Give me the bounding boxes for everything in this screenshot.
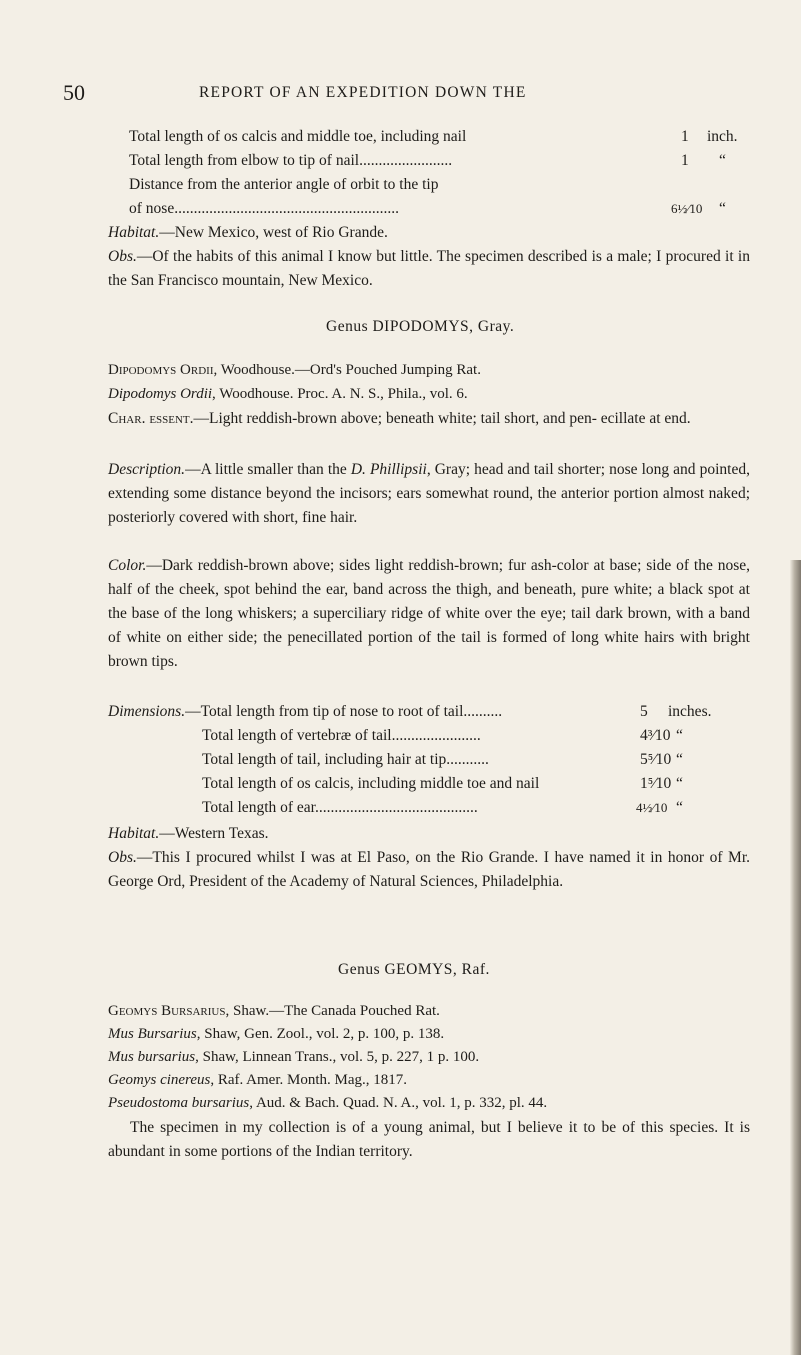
dimension-unit: inches. bbox=[668, 703, 712, 720]
synonym-name: Dipodomys Ordii bbox=[108, 362, 214, 378]
prev-obs bbox=[108, 245, 750, 293]
running-head: REPORT OF AN EXPEDITION DOWN THE bbox=[199, 84, 527, 101]
obs-text: —Of the habits of this animal I know but little. The specimen described is a male; I procured it in the San Francisco mountain, New Mexico. bbox=[108, 248, 750, 289]
synonym-line bbox=[108, 1000, 440, 1023]
synonym-rest: , Woodhouse.—Ord's Pouched Jumping Rat. bbox=[213, 362, 481, 378]
dimensions-heading: Dimensions. bbox=[108, 703, 186, 720]
dimension-value: 4³⁄10 bbox=[640, 727, 671, 744]
dimension-row bbox=[108, 724, 750, 748]
description-text-a: —A little smaller than the bbox=[185, 461, 351, 478]
measure-row bbox=[129, 125, 749, 149]
habitat-label: Habitat. bbox=[108, 825, 160, 842]
synonym-name: Geomys cinereus bbox=[108, 1072, 211, 1088]
synonym-name: Geomys Bursarius bbox=[108, 1003, 226, 1019]
dimension-row bbox=[108, 748, 750, 772]
dimension-label: Total length of ear.......................................... bbox=[202, 799, 478, 816]
color-label: Color. bbox=[108, 557, 147, 574]
description-paragraph bbox=[108, 458, 750, 530]
synonym-rest: , Woodhouse. Proc. A. N. S., Phila., vol. 6. bbox=[212, 386, 468, 402]
synonym-name: Mus bursarius bbox=[108, 1049, 196, 1065]
synonym-name: Dipodomys Ordii bbox=[108, 386, 213, 402]
measure-label: Total length of os calcis and middle toe, including nail bbox=[129, 128, 467, 145]
dimension-value: 5⁵⁄10 bbox=[640, 751, 672, 768]
description-species: D. Phillipsii bbox=[350, 461, 427, 478]
synonym-line bbox=[108, 1023, 444, 1046]
measure-row bbox=[129, 149, 749, 173]
dimension-label-text: Total length of ear bbox=[202, 799, 315, 816]
dimension-unit: “ bbox=[676, 727, 683, 744]
synonym-rest: , Aud. & Bach. Quad. N. A., vol. 1, p. 332, pl. 44. bbox=[249, 1095, 548, 1111]
obs-el-paso bbox=[108, 846, 750, 894]
page-edge-shadow bbox=[790, 560, 801, 1355]
measure-unit: inch. bbox=[707, 128, 738, 145]
genus-heading-geomys: Genus GEOMYS, Raf. bbox=[338, 961, 490, 978]
synonym-line bbox=[108, 1046, 479, 1069]
dimension-label-text: Total length of vertebræ of tail bbox=[202, 727, 392, 744]
habitat-label: Habitat. bbox=[108, 224, 160, 241]
color-text: —Dark reddish-brown above; sides light reddish-brown; fur ash-color at base; side of the nose, half of the cheek, spot behind the ear, band across the thigh, and beneath, pure white; a black spot at the base of the long whiskers; a superciliary ridge of white over the eye; tail dark brown, with a band of white on either side; the penecillated portion of the tail is formed of long white hairs with bright brown tips. bbox=[108, 557, 750, 670]
dimension-unit: “ bbox=[676, 775, 683, 792]
char-essent bbox=[108, 407, 750, 431]
synonym-name: Mus Bursarius bbox=[108, 1026, 197, 1042]
description-label: Description. bbox=[108, 461, 186, 478]
measure-label: Distance from the anterior angle of orbit to the tip bbox=[129, 176, 439, 193]
top-measurements bbox=[129, 125, 749, 221]
measure-label: of nose.......................................................... bbox=[129, 200, 399, 217]
dimension-label: Total length of vertebræ of tail....................... bbox=[202, 727, 481, 744]
char-text: —Light reddish-brown above; beneath white; tail short, and pen- ecillate at end. bbox=[193, 410, 691, 427]
dimension-value: 5 bbox=[640, 703, 648, 720]
dimension-label-text: Total length of tail, including hair at tip bbox=[202, 751, 447, 768]
measure-value: 1 bbox=[681, 128, 689, 145]
char-label: Char. essent. bbox=[108, 410, 194, 427]
habitat-text: —Western Texas. bbox=[159, 825, 269, 842]
synonym-line bbox=[108, 383, 468, 406]
color-paragraph bbox=[108, 554, 750, 674]
dimension-row bbox=[108, 796, 750, 820]
measure-unit: “ bbox=[719, 152, 726, 169]
dimensions-table bbox=[108, 700, 750, 820]
measure-label: Total length from elbow to tip of nail........................ bbox=[129, 152, 453, 169]
synonym-line bbox=[108, 359, 481, 382]
obs-text: —This I procured whilst I was at El Paso, on the Rio Grande. I have named it in honor of Mr. George Ord, President of the Academy of Natural Sciences, Philadelphia. bbox=[108, 849, 750, 890]
synonym-rest: , Shaw.—The Canada Pouched Rat. bbox=[225, 1003, 440, 1019]
dimension-label-text: —Total length from tip of nose to root of tail bbox=[185, 703, 464, 720]
measure-value: 1 bbox=[681, 152, 689, 169]
prev-habitat bbox=[108, 221, 750, 245]
dimension-label: Total length of os calcis, including middle toe and nail bbox=[202, 775, 540, 792]
dimension-value: 4½⁄10 bbox=[636, 800, 668, 815]
synonym-rest: , Raf. Amer. Month. Mag., 1817. bbox=[210, 1072, 407, 1088]
dimension-label: Dimensions.—Total length from tip of nose to root of tail.......... bbox=[108, 703, 503, 720]
synonym-line bbox=[108, 1069, 407, 1092]
dimension-value: 1⁵⁄10 bbox=[640, 775, 672, 792]
dimension-row bbox=[108, 700, 750, 724]
measure-row bbox=[129, 173, 749, 197]
measure-label-text: of nose bbox=[129, 200, 175, 217]
measure-value: 6½⁄10 bbox=[671, 201, 703, 216]
habitat-text: —New Mexico, west of Rio Grande. bbox=[159, 224, 388, 241]
measure-unit: “ bbox=[719, 200, 726, 217]
synonym-rest: , Shaw, Gen. Zool., vol. 2, p. 100, p. 138. bbox=[196, 1026, 445, 1042]
final-paragraph bbox=[108, 1116, 750, 1164]
page-number: 50 bbox=[63, 80, 85, 105]
measure-label-text: Total length from elbow to tip of nail bbox=[129, 152, 360, 169]
habitat-western-texas bbox=[108, 822, 750, 846]
obs-label: Obs. bbox=[108, 849, 137, 866]
dimension-unit: “ bbox=[676, 799, 683, 816]
genus-heading-dipodomys: Genus DIPODOMYS, Gray. bbox=[326, 318, 515, 335]
synonym-line bbox=[108, 1092, 547, 1115]
obs-label: Obs. bbox=[108, 248, 137, 265]
dimension-row bbox=[108, 772, 750, 796]
synonym-rest: , Shaw, Linnean Trans., vol. 5, p. 227, 1 p. 100. bbox=[195, 1049, 480, 1065]
final-text: The specimen in my collection is of a young animal, but I believe it to be of this species. It is abundant in some portions of the Indian territory. bbox=[108, 1119, 750, 1160]
measure-row bbox=[129, 197, 749, 221]
dimension-label: Total length of tail, including hair at tip........... bbox=[202, 751, 489, 768]
dimension-unit: “ bbox=[676, 751, 683, 768]
description-text-b: , Gray; head and tail shorter; nose long and pointed, extending some distance beyond the incisors; ears somewhat round, the anterior portion almost naked; posteriorly covered with short, fine hair. bbox=[108, 461, 750, 526]
synonym-name: Pseudostoma bursarius bbox=[108, 1095, 250, 1111]
